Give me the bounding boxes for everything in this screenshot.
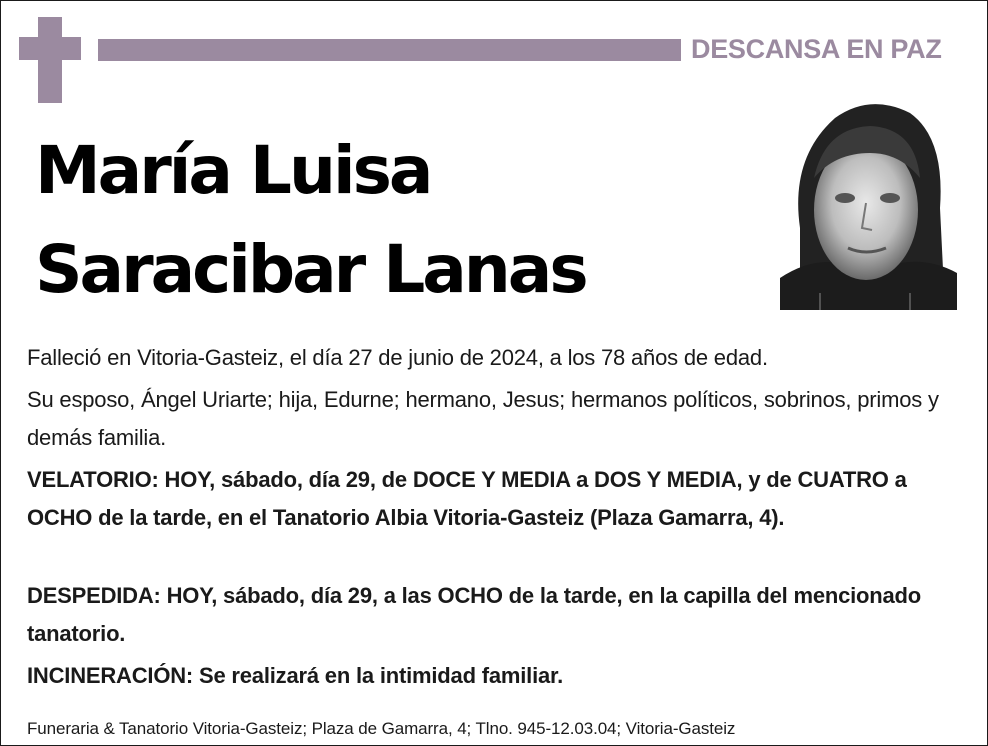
velatorio-text: VELATORIO: HOY, sábado, día 29, de DOCE Y MEDIA a DOS Y MEDIA, y de CUATRO a OCHO de la tarde, en el Tanatorio Albia Vitoria-Gasteiz (Plaza Gamarra, 4).: [27, 467, 907, 530]
deceased-photo: [780, 98, 957, 310]
cross-vertical-bar: [38, 17, 62, 103]
deceased-name-line2: Saracibar Lanas: [35, 231, 586, 308]
despedida-text: DESPEDIDA: HOY, sábado, día 29, a las OCHO de la tarde, en la capilla del mencionado tanatorio.: [27, 583, 922, 646]
portrait-image: [780, 98, 957, 310]
header-divider-bar: [98, 39, 681, 61]
death-notice-text: Falleció en Vitoria-Gasteiz, el día 27 de junio de 2024, a los 78 años de edad.: [27, 345, 768, 370]
family-text: Su esposo, Ángel Uriarte; hija, Edurne; hermano, Jesus; hermanos políticos, sobrinos, primos y demás familia.: [27, 387, 939, 450]
incineracion-text: INCINERACIÓN: Se realizará en la intimidad familiar.: [27, 663, 564, 688]
header-title: DESCANSA EN PAZ: [691, 34, 942, 64]
deceased-name-line1: María Luisa: [35, 132, 431, 209]
funeral-home-footer: Funeraria & Tanatorio Vitoria-Gasteiz; Plaza de Gamarra, 4; Tlno. 945-12.03.04; Vitoria-Gasteiz: [27, 719, 736, 738]
cross-horizontal-bar: [19, 37, 81, 60]
